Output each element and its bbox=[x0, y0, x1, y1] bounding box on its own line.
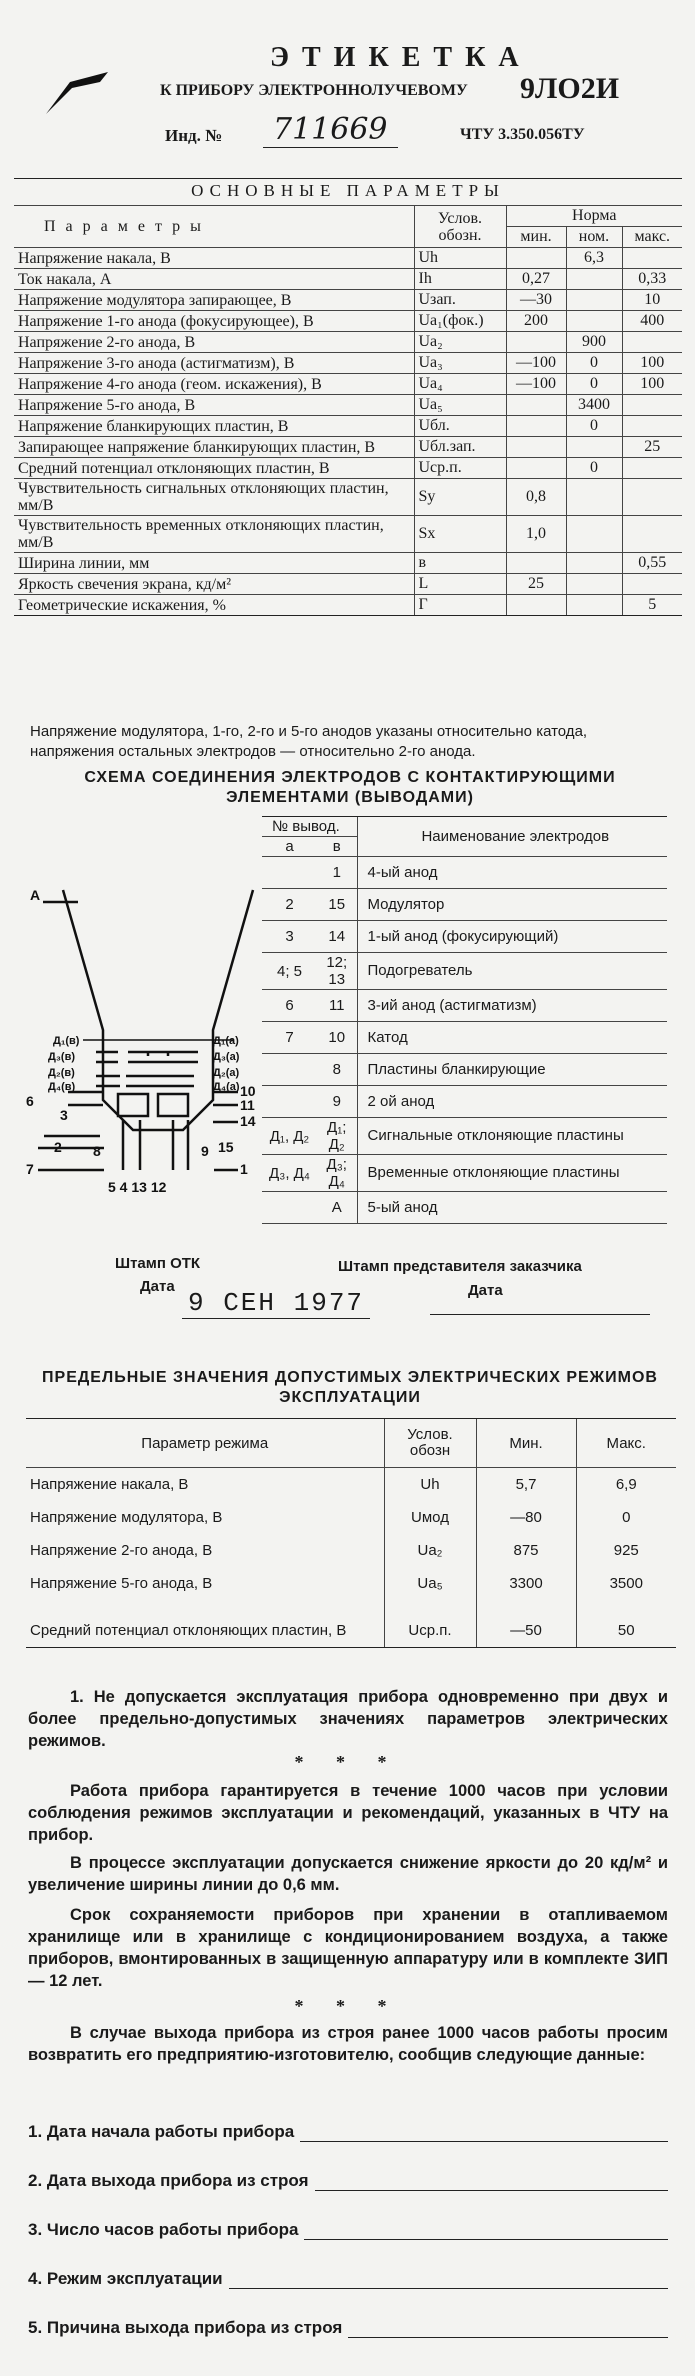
column-header-a: а bbox=[262, 837, 317, 857]
index-number: 711669 bbox=[263, 112, 398, 148]
manufacturer-logo-icon bbox=[42, 68, 112, 118]
diagram-label-10: 10 bbox=[240, 1083, 256, 1099]
diagram-label-d4: Д₄(в) bbox=[48, 1081, 76, 1093]
parameter-min bbox=[506, 332, 566, 353]
parameter-symbol: Г bbox=[414, 595, 506, 616]
diagram-label-d3: Д₃(в) bbox=[48, 1051, 76, 1063]
parameter-symbol: Ih bbox=[414, 269, 506, 290]
fill-field-line[interactable] bbox=[229, 2271, 668, 2289]
parameter-symbol: Uбл.зап. bbox=[414, 437, 506, 458]
parameter-name: Напряжение накала, В bbox=[14, 248, 414, 269]
parameter-symbol: Sy bbox=[414, 479, 506, 516]
limits-title: ПРЕДЕЛЬНЫЕ ЗНАЧЕНИЯ ДОПУСТИМЫХ ЭЛЕКТРИЧЕСКИХ РЕЖИМОВ ЭКСПЛУАТАЦИИ bbox=[42, 1369, 658, 1406]
fill-field-line[interactable] bbox=[348, 2320, 668, 2338]
pin-b: 10 bbox=[317, 1022, 357, 1054]
parameter-min: 200 bbox=[506, 311, 566, 332]
parameter-nom: 6,3 bbox=[566, 248, 622, 269]
limit-min: —50 bbox=[476, 1600, 576, 1648]
parameters-body bbox=[14, 248, 682, 616]
parameter-max bbox=[622, 395, 682, 416]
separator-stars-1: * * * bbox=[294, 1752, 401, 1772]
parameter-symbol: Ua₃ bbox=[414, 353, 506, 374]
paragraph-2: Работа прибора гарантируется в течение 1000 часов при условии соблюдения режимов эксплуатации и рекомендаций, указанных в ЧТУ на прибор. bbox=[28, 1782, 668, 1844]
fill-field-label: 2. Дата выхода прибора из строя bbox=[28, 2171, 309, 2190]
pin-row bbox=[262, 1086, 667, 1118]
parameter-symbol: Uбл. bbox=[414, 416, 506, 437]
electrode-name: 5-ый анод bbox=[357, 1192, 667, 1224]
parameter-row bbox=[14, 290, 682, 311]
parameter-name: Напряжение 4-го анода (геом. искажения), В bbox=[14, 374, 414, 395]
fill-field-line[interactable] bbox=[304, 2222, 668, 2240]
parameter-name: Геометрические искажения, % bbox=[14, 595, 414, 616]
pin-row bbox=[262, 857, 667, 889]
parameter-min bbox=[506, 437, 566, 458]
parameter-max bbox=[622, 516, 682, 553]
limit-max: 0 bbox=[576, 1501, 676, 1534]
electrode-name: Сигнальные отклоняющие пластины bbox=[357, 1118, 667, 1155]
parameter-max: 400 bbox=[622, 311, 682, 332]
otk-stamp-label: Штамп ОТК bbox=[115, 1255, 201, 1272]
limit-symbol: Uh bbox=[384, 1468, 476, 1502]
parameter-nom bbox=[566, 574, 622, 595]
parameter-min bbox=[506, 395, 566, 416]
voltage-note: Напряжение модулятора, 1-го, 2-го и 5-го анодов указаны относительно катода, напряжения остальных электродов — относительно 2-го анода. bbox=[30, 723, 588, 760]
limit-name: Напряжение модулятора, В bbox=[30, 1509, 223, 1526]
parameter-row bbox=[14, 516, 682, 553]
fill-field bbox=[28, 2220, 668, 2240]
diagram-label-d4a: Д₄(а) bbox=[213, 1081, 240, 1093]
parameter-nom bbox=[566, 479, 622, 516]
column-header-sym: Услов. обозн. bbox=[414, 206, 506, 248]
limit-row bbox=[26, 1600, 676, 1648]
diagram-label-2: 2 bbox=[54, 1139, 62, 1155]
parameter-max bbox=[622, 416, 682, 437]
parameter-nom bbox=[566, 290, 622, 311]
electrode-diagram bbox=[8, 880, 258, 1220]
electrode-name: Катод bbox=[357, 1022, 667, 1054]
electrode-name: 3-ий анод (астигматизм) bbox=[357, 990, 667, 1022]
parameter-nom: 0 bbox=[566, 374, 622, 395]
pin-a: 4; 5 bbox=[262, 953, 317, 990]
limit-name: Средний потенциал отклоняющих пластин, В bbox=[26, 1600, 384, 1648]
pin-b: 8 bbox=[317, 1054, 357, 1086]
electrode-name: Пластины бланкирующие bbox=[357, 1054, 667, 1086]
limit-max: 50 bbox=[576, 1600, 676, 1648]
parameter-row bbox=[14, 395, 682, 416]
parameter-max: 10 bbox=[622, 290, 682, 311]
parameter-max: 100 bbox=[622, 374, 682, 395]
parameter-min: —30 bbox=[506, 290, 566, 311]
paragraph-1: 1. Не допускается эксплуатация прибора одновременно при двух и более предельно-допустимых значениях параметров электрических режимов. bbox=[28, 1688, 668, 1750]
pin-row bbox=[262, 1192, 667, 1224]
fill-field bbox=[28, 2318, 668, 2338]
limits-body bbox=[26, 1468, 676, 1648]
electrode-name: 2 ой анод bbox=[357, 1086, 667, 1118]
column-header-electrode: Наименование электродов bbox=[357, 817, 667, 857]
parameter-max bbox=[622, 458, 682, 479]
limits-table bbox=[26, 1418, 676, 1648]
parameter-max: 5 bbox=[622, 595, 682, 616]
parameter-name: Напряжение 1-го анода (фокусирующее), В bbox=[14, 311, 414, 332]
document-subtitle: К ПРИБОРУ ЭЛЕКТРОННОЛУЧЕВОМУ bbox=[160, 82, 468, 99]
pin-row bbox=[262, 1155, 667, 1192]
pin-a: 2 bbox=[262, 889, 317, 921]
limit-name: Напряжение 2-го анода, В bbox=[30, 1542, 213, 1559]
pin-a: Д₁, Д₂ bbox=[262, 1118, 317, 1155]
parameter-nom: 0 bbox=[566, 458, 622, 479]
scheme-title: СХЕМА СОЕДИНЕНИЯ ЭЛЕКТРОДОВ С КОНТАКТИРУЮЩИМИ ЭЛЕМЕНТАМИ (ВЫВОДАМИ) bbox=[84, 769, 616, 806]
column-header-nom: ном. bbox=[566, 227, 622, 248]
fill-field bbox=[28, 2122, 668, 2142]
parameter-min: 0,8 bbox=[506, 479, 566, 516]
pin-a: Д₃, Д₄ bbox=[262, 1155, 317, 1192]
electrode-name: Временные отклоняющие пластины bbox=[357, 1155, 667, 1192]
parameter-nom: 0 bbox=[566, 416, 622, 437]
diagram-label-3: 3 bbox=[60, 1107, 68, 1123]
pin-a: 3 bbox=[262, 921, 317, 953]
paragraph-5: В случае выхода прибора из строя ранее 1000 часов работы просим возвратить его предприятию-изготовителю, сообщив следующие данные: bbox=[28, 2024, 668, 2064]
pin-row bbox=[262, 990, 667, 1022]
parameter-row bbox=[14, 479, 682, 516]
limit-name: Напряжение накала, В bbox=[30, 1476, 189, 1493]
fill-field-label: 4. Режим эксплуатации bbox=[28, 2269, 223, 2288]
diagram-label-1: 1 bbox=[240, 1161, 248, 1177]
parameter-row bbox=[14, 437, 682, 458]
pin-b: 12; 13 bbox=[317, 953, 357, 990]
limit-row bbox=[26, 1534, 676, 1567]
diagram-label-bottom: 5 4 13 12 bbox=[108, 1179, 167, 1195]
parameter-row bbox=[14, 416, 682, 437]
parameter-row bbox=[14, 269, 682, 290]
parameter-max bbox=[622, 574, 682, 595]
pin-row bbox=[262, 953, 667, 990]
pin-b: 9 bbox=[317, 1086, 357, 1118]
electrode-name: 4-ый анод bbox=[357, 857, 667, 889]
diagram-label-6: 6 bbox=[26, 1093, 34, 1109]
limit-row bbox=[26, 1501, 676, 1534]
parameter-name: Запирающее напряжение бланкирующих пластин, В bbox=[14, 437, 414, 458]
parameter-nom bbox=[566, 595, 622, 616]
parameter-max: 25 bbox=[622, 437, 682, 458]
limit-min: 875 bbox=[476, 1534, 576, 1567]
parameter-max: 100 bbox=[622, 353, 682, 374]
parameter-symbol: Sx bbox=[414, 516, 506, 553]
diagram-label-d1: Д₁(в) bbox=[53, 1035, 80, 1047]
limit-symbol: Ua₂ bbox=[384, 1534, 476, 1567]
parameter-max: 0,33 bbox=[622, 269, 682, 290]
pin-b: Д₁; Д₂ bbox=[317, 1118, 357, 1155]
pin-a: 6 bbox=[262, 990, 317, 1022]
parameter-row bbox=[14, 311, 682, 332]
fill-field-line[interactable] bbox=[315, 2173, 668, 2191]
parameter-row bbox=[14, 353, 682, 374]
pin-b: Д₃; Д₄ bbox=[317, 1155, 357, 1192]
pin-row bbox=[262, 889, 667, 921]
parameter-symbol: в bbox=[414, 553, 506, 574]
pin-row bbox=[262, 1022, 667, 1054]
fill-field-line[interactable] bbox=[300, 2124, 668, 2142]
parameter-name: Напряжение 2-го анода, В bbox=[14, 332, 414, 353]
diagram-label-d3a: Д₃(а) bbox=[213, 1051, 240, 1063]
parameter-nom: 0 bbox=[566, 353, 622, 374]
parameter-nom: 3400 bbox=[566, 395, 622, 416]
parameter-min bbox=[506, 248, 566, 269]
section-title: ОСНОВНЫЕ ПАРАМЕТРЫ bbox=[14, 179, 682, 206]
limits-header-sym: Услов. обозн bbox=[384, 1419, 476, 1468]
limits-header-max: Макс. bbox=[576, 1419, 676, 1468]
column-header-max: макс. bbox=[622, 227, 682, 248]
pin-b: 11 bbox=[317, 990, 357, 1022]
parameter-name: Напряжение 5-го анода, В bbox=[14, 395, 414, 416]
fill-field-label: 5. Причина выхода прибора из строя bbox=[28, 2318, 343, 2337]
limit-min: 5,7 bbox=[476, 1468, 576, 1502]
diagram-label-a: А bbox=[30, 887, 41, 903]
limit-min: 3300 bbox=[476, 1567, 576, 1600]
column-header-param: Параметры bbox=[14, 206, 414, 248]
limit-min: —80 bbox=[476, 1501, 576, 1534]
pin-a: 7 bbox=[262, 1022, 317, 1054]
pin-b: А bbox=[317, 1192, 357, 1224]
parameter-nom bbox=[566, 269, 622, 290]
pin-a bbox=[262, 1054, 317, 1086]
parameter-name: Средний потенциал отклоняющих пластин, В bbox=[14, 458, 414, 479]
limit-row bbox=[26, 1468, 676, 1502]
parameter-symbol: Uср.п. bbox=[414, 458, 506, 479]
electrode-name: 1-ый анод (фокусирующий) bbox=[357, 921, 667, 953]
parameter-max bbox=[622, 479, 682, 516]
pin-a bbox=[262, 857, 317, 889]
parameter-min bbox=[506, 595, 566, 616]
document-title: ЭТИКЕТКА bbox=[270, 42, 532, 73]
parameter-min: 1,0 bbox=[506, 516, 566, 553]
parameter-symbol: Ua₄ bbox=[414, 374, 506, 395]
limit-max: 3500 bbox=[576, 1567, 676, 1600]
electrode-name: Подогреватель bbox=[357, 953, 667, 990]
paragraph-3: В процессе эксплуатации допускается снижение яркости до 20 кд/м² и увеличение ширины линии до 0,6 мм. bbox=[28, 1854, 668, 1894]
pin-b: 14 bbox=[317, 921, 357, 953]
parameter-nom bbox=[566, 516, 622, 553]
parameter-symbol: L bbox=[414, 574, 506, 595]
electrode-name: Модулятор bbox=[357, 889, 667, 921]
parameter-row bbox=[14, 332, 682, 353]
parameter-nom: 900 bbox=[566, 332, 622, 353]
diagram-label-15: 15 bbox=[218, 1139, 234, 1155]
pin-row bbox=[262, 1118, 667, 1155]
limit-row bbox=[26, 1567, 676, 1600]
pin-a bbox=[262, 1192, 317, 1224]
limit-name: Напряжение 5-го анода, В bbox=[30, 1575, 213, 1592]
index-label: Инд. № bbox=[165, 126, 223, 145]
parameter-nom bbox=[566, 553, 622, 574]
pin-b: 15 bbox=[317, 889, 357, 921]
limit-max: 6,9 bbox=[576, 1468, 676, 1502]
pin-row bbox=[262, 921, 667, 953]
otk-date-label: Дата bbox=[140, 1278, 175, 1295]
parameter-row bbox=[14, 553, 682, 574]
diagram-label-d1a: Д₁(а) bbox=[213, 1035, 239, 1047]
pin-b: 1 bbox=[317, 857, 357, 889]
limits-header-param: Параметр режима bbox=[26, 1419, 384, 1468]
parameter-min: 25 bbox=[506, 574, 566, 595]
diagram-label-11: 11 bbox=[240, 1097, 255, 1113]
parameter-name: Напряжение модулятора запирающее, В bbox=[14, 290, 414, 311]
fill-field bbox=[28, 2171, 668, 2191]
paragraph-4: Срок сохраняемости приборов при хранении в отапливаемом хранилище или в хранилище с кондиционированием воздуха, а также приборов, вмонтированных в защищенную аппаратуру или в комплекте ЗИП — 12 лет. bbox=[28, 1906, 668, 1990]
parameter-symbol: Uh bbox=[414, 248, 506, 269]
limit-symbol: Uмод bbox=[384, 1501, 476, 1534]
parameter-max bbox=[622, 248, 682, 269]
parameter-symbol: Ua₂ bbox=[414, 332, 506, 353]
parameter-nom bbox=[566, 437, 622, 458]
limit-symbol: Uср.п. bbox=[384, 1600, 476, 1648]
customer-stamp-label: Штамп представителя заказчика bbox=[338, 1258, 582, 1275]
fill-field-label: 3. Число часов работы прибора bbox=[28, 2220, 299, 2239]
parameter-symbol: Ua₁(фок.) bbox=[414, 311, 506, 332]
otk-date-value: 9 СЕН 1977 bbox=[182, 1288, 370, 1319]
diagram-label-14: 14 bbox=[240, 1113, 256, 1129]
parameter-min: —100 bbox=[506, 353, 566, 374]
parameter-min bbox=[506, 553, 566, 574]
diagram-label-8: 8 bbox=[93, 1143, 101, 1159]
fill-field-label: 1. Дата начала работы прибора bbox=[28, 2122, 295, 2141]
column-header-norm: Норма bbox=[506, 206, 682, 227]
parameter-name: Ширина линии, мм bbox=[14, 553, 414, 574]
diagram-label-d2a: Д₂(а) bbox=[213, 1067, 240, 1079]
pin-a bbox=[262, 1086, 317, 1118]
parameter-row bbox=[14, 595, 682, 616]
parameter-row bbox=[14, 458, 682, 479]
device-model: 9ЛО2И bbox=[520, 72, 620, 105]
main-parameters-table bbox=[14, 178, 682, 616]
parameter-row bbox=[14, 574, 682, 595]
parameter-symbol: Ua₅ bbox=[414, 395, 506, 416]
diagram-label-9: 9 bbox=[201, 1143, 209, 1159]
parameter-min: —100 bbox=[506, 374, 566, 395]
parameter-min: 0,27 bbox=[506, 269, 566, 290]
pin-row bbox=[262, 1054, 667, 1086]
column-header-pin: № вывод. bbox=[262, 817, 357, 837]
parameter-symbol: Uзап. bbox=[414, 290, 506, 311]
parameter-max: 0,55 bbox=[622, 553, 682, 574]
parameter-name: Напряжение 3-го анода (астигматизм), В bbox=[14, 353, 414, 374]
tech-spec-number: ЧТУ 3.350.056ТУ bbox=[460, 126, 585, 143]
parameter-name: Чувствительность временных отклоняющих пластин, мм/В bbox=[14, 516, 414, 553]
parameter-name: Напряжение бланкирующих пластин, В bbox=[14, 416, 414, 437]
diagram-label-7: 7 bbox=[26, 1161, 34, 1177]
customer-date-label: Дата bbox=[468, 1282, 503, 1299]
pin-assignment-table bbox=[262, 816, 667, 1224]
parameter-name: Яркость свечения экрана, кд/м² bbox=[14, 574, 414, 595]
parameter-max bbox=[622, 332, 682, 353]
pins-body bbox=[262, 857, 667, 1224]
parameter-name: Ток накала, А bbox=[14, 269, 414, 290]
parameter-row bbox=[14, 248, 682, 269]
separator-stars-2: * * * bbox=[294, 1996, 401, 2016]
diagram-label-d2: Д₂(в) bbox=[48, 1067, 75, 1079]
limits-header-min: Мин. bbox=[476, 1419, 576, 1468]
limit-symbol: Ua₅ bbox=[384, 1567, 476, 1600]
parameter-min bbox=[506, 416, 566, 437]
column-header-min: мин. bbox=[506, 227, 566, 248]
parameter-name: Чувствительность сигнальных отклоняющих пластин, мм/В bbox=[14, 479, 414, 516]
parameter-row bbox=[14, 374, 682, 395]
fill-field bbox=[28, 2269, 668, 2289]
column-header-b: в bbox=[317, 837, 357, 857]
limit-max: 925 bbox=[576, 1534, 676, 1567]
customer-date-line bbox=[430, 1314, 650, 1315]
parameter-nom bbox=[566, 311, 622, 332]
parameter-min bbox=[506, 458, 566, 479]
